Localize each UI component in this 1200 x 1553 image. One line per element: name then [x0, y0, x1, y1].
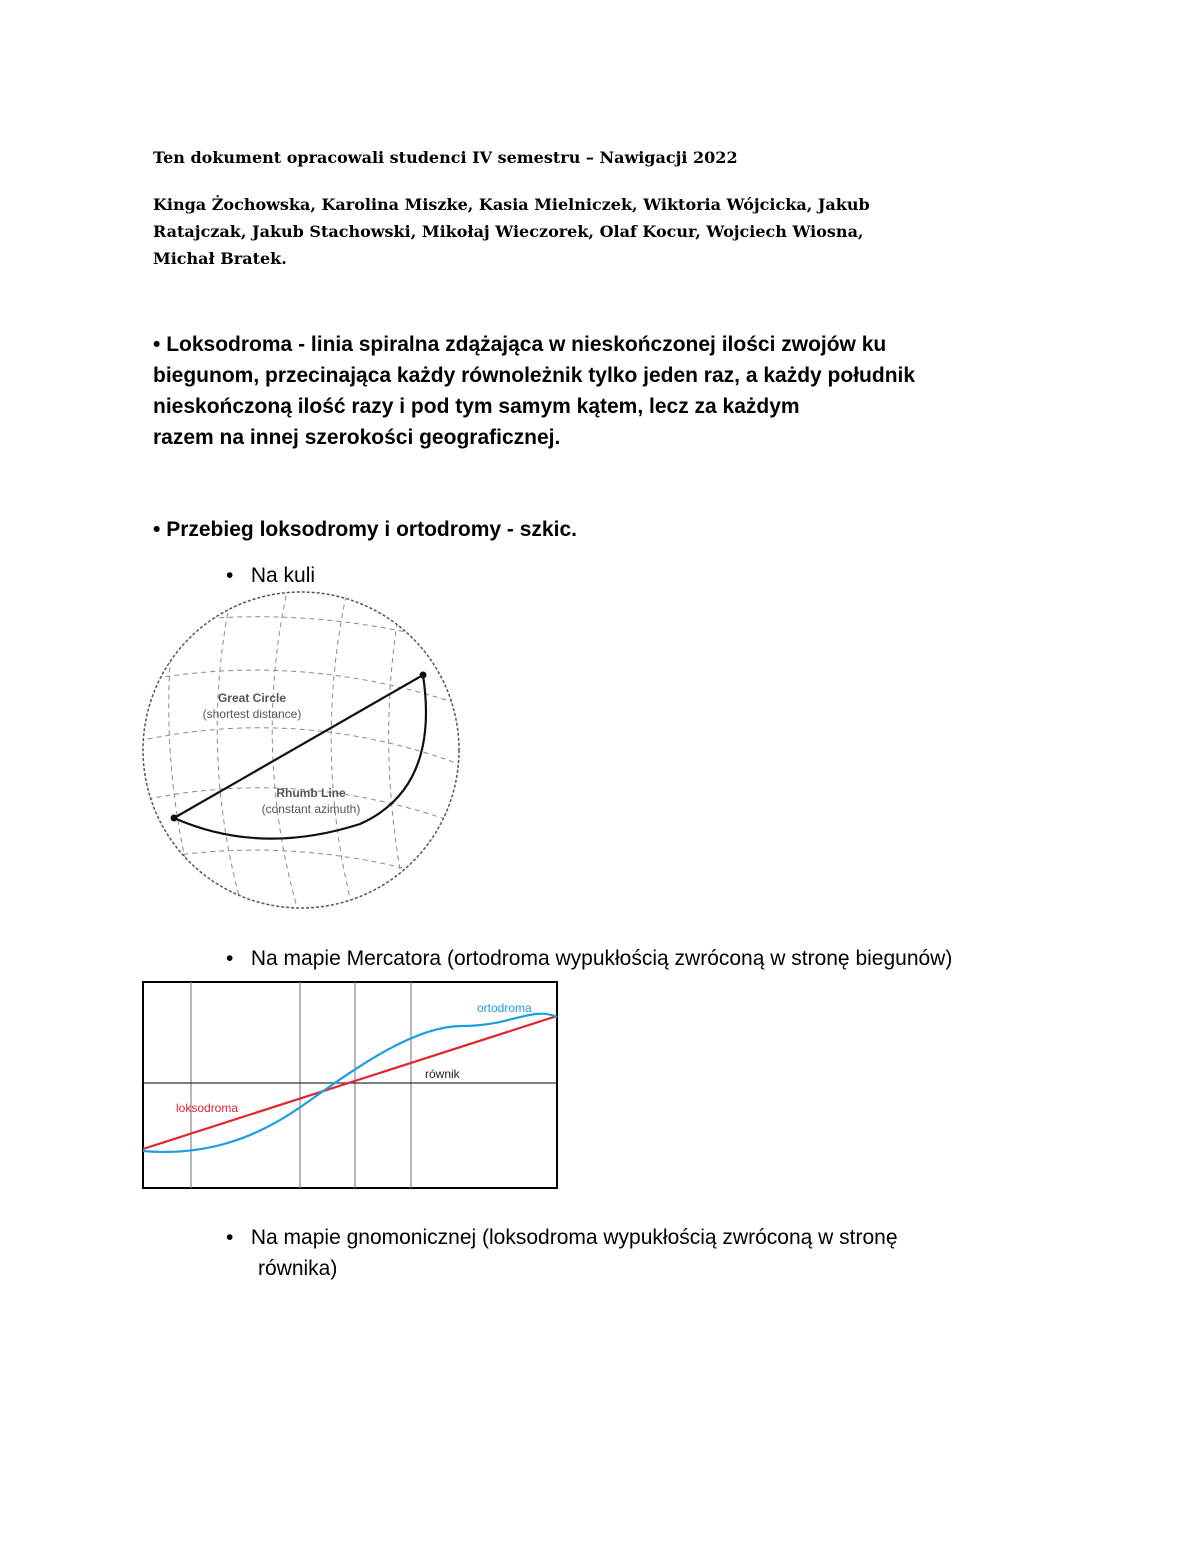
bullet: • — [153, 518, 161, 541]
rownik-label: równik — [425, 1067, 460, 1081]
bullet: • — [226, 947, 234, 970]
mercator-item — [226, 943, 952, 974]
rhumb-line-sublabel: (constant azimuth) — [261, 802, 361, 816]
przebieg-heading-text: Przebieg loksodromy i ortodromy - szkic. — [166, 518, 577, 541]
loksodroma-term: Loksodroma — [166, 333, 293, 356]
ortodroma-label: ortodroma — [477, 1001, 532, 1015]
authors-line-3: Michał Bratek. — [153, 249, 287, 268]
great-circle-label: Great Circle — [217, 691, 287, 705]
przebieg-heading — [153, 514, 577, 545]
kula-item — [226, 560, 315, 591]
document-title: Ten dokument opracowali studenci IV semestru – Nawigacji 2022 — [153, 148, 738, 167]
bullet: • — [226, 1226, 234, 1249]
definition-line-1: - linia spiralna zdążająca w nieskończonej ilości zwojów ku — [292, 333, 887, 356]
loksodroma-definition — [153, 329, 915, 453]
mercator-diagram — [142, 981, 560, 1191]
definition-line-4: razem na innej szerokości geograficznej. — [153, 426, 561, 449]
bullet: • — [153, 333, 161, 356]
kula-label: Na kuli — [250, 564, 316, 587]
end-point — [420, 672, 427, 679]
definition-line-3: nieskończoną ilość razy i pod tym samym kątem, lecz za każdym — [153, 395, 800, 418]
mercator-label: Na mapie Mercatora (ortodroma wypukłością zwróconą w stronę biegunów) — [250, 947, 953, 970]
authors-line-1: Kinga Żochowska, Karolina Miszke, Kasia Mielniczek, Wiktoria Wójcicka, Jakub — [153, 195, 870, 214]
sphere-grid — [140, 588, 462, 912]
gnomoniczna-label-2: równika) — [258, 1257, 338, 1280]
bullet: • — [226, 564, 234, 587]
loksodroma-label: loksodroma — [176, 1101, 239, 1115]
sphere-diagram — [140, 588, 462, 912]
start-point — [171, 815, 178, 822]
rhumb-line-label: Rhumb Line — [276, 786, 346, 800]
gnomoniczna-item — [226, 1222, 898, 1284]
authors-list — [153, 191, 870, 272]
authors-line-2: Ratajczak, Jakub Stachowski, Mikołaj Wieczorek, Olaf Kocur, Wojciech Wiosna, — [153, 222, 864, 241]
sphere-outline — [143, 592, 459, 908]
definition-line-2: biegunom, przecinająca każdy równoleżnik tylko jeden raz, a każdy południk — [153, 364, 916, 387]
gnomoniczna-label-1: Na mapie gnomonicznej (loksodroma wypukłością zwróconą w stronę — [250, 1226, 898, 1249]
great-circle-sublabel: (shortest distance) — [202, 707, 302, 721]
